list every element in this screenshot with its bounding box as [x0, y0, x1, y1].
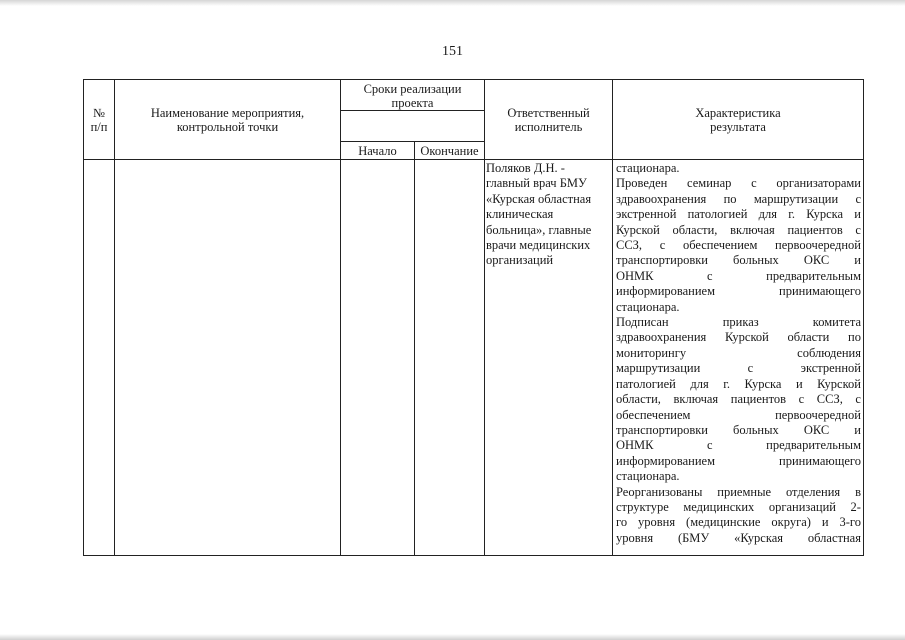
result-line: [616, 500, 861, 515]
result-line: [616, 207, 861, 222]
result-line: [616, 454, 861, 469]
result-word: пациентов: [730, 392, 787, 407]
result-word: г.: [723, 376, 731, 391]
result-word: структуре: [616, 499, 669, 514]
page-number: 151: [442, 44, 463, 59]
result-word: и: [854, 253, 861, 268]
result-word: с: [855, 191, 861, 206]
result-word: больных: [733, 422, 779, 437]
result-word: для: [690, 376, 709, 391]
scan-bottom-edge: [0, 634, 905, 640]
table-bottom-border: [83, 555, 863, 556]
result-word: пациентов: [787, 222, 843, 237]
result-word: комитета: [812, 315, 861, 330]
responsible-line: организаций: [486, 253, 554, 268]
result-word: 3-го: [839, 515, 861, 530]
result-word: экстренной: [800, 361, 861, 376]
col-divider-right: [863, 79, 864, 556]
result-word: уровня: [616, 530, 654, 545]
result-line: [616, 253, 861, 268]
responsible-line: Поляков Д.Н. -: [486, 161, 565, 175]
header-name-line2: контрольной точки: [176, 120, 279, 134]
result-word: округа): [771, 515, 811, 530]
result-line: [616, 269, 861, 284]
result-word: предварительным: [766, 438, 861, 453]
result-word: Курской: [725, 330, 769, 345]
table-top-border: [83, 79, 863, 80]
header-start: Начало: [358, 144, 397, 158]
result-word: ОКС: [803, 253, 830, 268]
result-word: транспортировки: [616, 422, 708, 437]
result-word: Реорганизованы: [616, 484, 703, 499]
result-line: [616, 192, 861, 207]
result-word: и: [854, 422, 861, 437]
result-word: Курской: [817, 376, 861, 391]
result-line: [616, 361, 861, 376]
result-word: транспортировки: [616, 253, 708, 268]
result-word: с: [798, 392, 805, 407]
result-word: с: [707, 268, 713, 283]
header-responsible-line2: исполнитель: [514, 120, 583, 134]
result-word: 2-: [850, 499, 861, 514]
result-word: ССЗ,: [616, 238, 643, 253]
result-line: [616, 161, 861, 176]
period-subheader-line: [340, 110, 484, 111]
result-line: [616, 485, 861, 500]
result-word: здравоохранения: [616, 330, 707, 345]
start-end-subheader-line: [340, 141, 484, 142]
result-line: [616, 469, 861, 484]
result-line: [616, 392, 861, 407]
header-period: [341, 82, 484, 110]
result-line: [616, 515, 861, 530]
result-word: мониторингу: [616, 345, 687, 360]
col-divider-num: [114, 79, 115, 556]
col-divider-left: [83, 79, 84, 556]
result-word: Проведен: [616, 176, 668, 191]
result-word: областная: [807, 530, 861, 545]
result-word: с: [707, 438, 713, 453]
result-word: (медицинские: [686, 515, 761, 530]
responsible-line: врачи медицинских: [486, 238, 591, 253]
result-word: патологией: [616, 376, 676, 391]
header-period-line1: Сроки реализации: [363, 82, 462, 96]
result-word: ССЗ,: [816, 392, 843, 407]
result-word: области: [787, 330, 830, 345]
result-word: информированием: [616, 284, 716, 299]
result-word: предварительным: [766, 268, 861, 283]
col-divider-start: [414, 141, 415, 556]
result-word: включая: [730, 222, 775, 237]
header-result-line2: результата: [710, 120, 766, 134]
header-responsible-line1: Ответственный: [507, 106, 590, 120]
result-word: ОНМК: [616, 268, 654, 283]
result-word: в: [855, 484, 861, 499]
result-word: стационара.: [616, 161, 680, 175]
result-cell: [616, 161, 861, 546]
header-result-line1: Характеристика: [695, 106, 781, 120]
result-word: Подписан: [616, 315, 669, 330]
result-line: [616, 377, 861, 392]
result-word: го: [616, 515, 628, 530]
header-name: [115, 106, 340, 134]
result-word: (БМУ: [677, 530, 710, 545]
result-word: экстренной: [616, 207, 677, 222]
header-num: [84, 106, 114, 134]
result-line: [616, 176, 861, 191]
result-word: информированием: [616, 453, 716, 468]
result-word: «Курская: [734, 530, 784, 545]
header-num-line2: п/п: [90, 120, 108, 134]
result-word: для: [758, 207, 777, 222]
result-line: [616, 438, 861, 453]
result-word: ОКС: [803, 422, 830, 437]
result-word: и: [854, 207, 861, 222]
result-word: стационара.: [616, 299, 680, 314]
result-word: организаций: [768, 499, 836, 514]
result-word: соблюдения: [797, 345, 861, 360]
result-word: стационара.: [616, 469, 680, 484]
result-word: отделения: [785, 484, 841, 499]
result-line: [616, 346, 861, 361]
result-word: медицинских: [683, 499, 755, 514]
responsible-line: «Курская областная: [486, 191, 592, 206]
responsible-line: клиническая: [486, 207, 554, 222]
result-word: с: [855, 222, 861, 237]
result-word: первоочередной: [775, 238, 861, 253]
header-name-line1: Наименование мероприятия,: [150, 106, 305, 120]
result-line: [616, 284, 861, 299]
result-word: и: [821, 515, 829, 530]
result-line: [616, 315, 861, 330]
result-word: области,: [616, 392, 661, 407]
result-word: включая: [673, 392, 719, 407]
header-num-line1: №: [93, 106, 105, 120]
col-divider-responsible: [612, 79, 613, 556]
responsible-line: больница», главные: [486, 222, 592, 237]
result-word: с: [751, 176, 757, 191]
result-word: с: [855, 392, 861, 407]
result-line: [616, 408, 861, 423]
result-word: больных: [733, 253, 779, 268]
header-end: Окончание: [420, 144, 479, 158]
result-line: [616, 223, 861, 238]
header-result: [613, 106, 863, 134]
result-word: принимающего: [779, 453, 861, 468]
result-line: [616, 238, 861, 253]
result-word: принимающего: [779, 284, 861, 299]
result-word: первоочередной: [775, 407, 861, 422]
result-word: Курской: [616, 222, 660, 237]
result-word: с: [659, 238, 666, 253]
result-word: по: [723, 191, 737, 206]
result-word: патологией: [687, 207, 748, 222]
result-word: г.: [788, 207, 796, 222]
scan-top-edge: [0, 0, 905, 6]
responsible-line: главный врач БМУ: [486, 176, 587, 191]
result-word: Курска: [744, 376, 782, 391]
result-word: маршрутизации: [616, 361, 701, 376]
col-divider-period: [484, 79, 485, 556]
result-word: здравоохранения: [616, 191, 707, 206]
result-word: обеспечением: [682, 238, 758, 253]
responsible-cell: [486, 161, 610, 269]
result-word: семинар: [687, 176, 732, 191]
result-word: области,: [672, 222, 718, 237]
result-word: ОНМК: [616, 438, 654, 453]
result-line: [616, 423, 861, 438]
header-period-line2: проекта: [391, 96, 434, 110]
result-word: и: [795, 376, 803, 391]
result-word: уровня: [638, 515, 676, 530]
result-word: по: [848, 330, 861, 345]
header-responsible: [485, 106, 612, 134]
result-word: приказ: [722, 315, 759, 330]
result-word: Курска: [806, 207, 844, 222]
header-bottom-border: [83, 159, 863, 160]
result-line: [616, 330, 861, 345]
result-word: приемные: [717, 484, 772, 499]
result-line: [616, 531, 861, 546]
result-line: [616, 300, 861, 315]
result-word: организаторами: [776, 176, 861, 191]
result-word: маршрутизации: [753, 191, 839, 206]
result-word: обеспечением: [616, 407, 691, 422]
result-word: с: [747, 361, 754, 376]
